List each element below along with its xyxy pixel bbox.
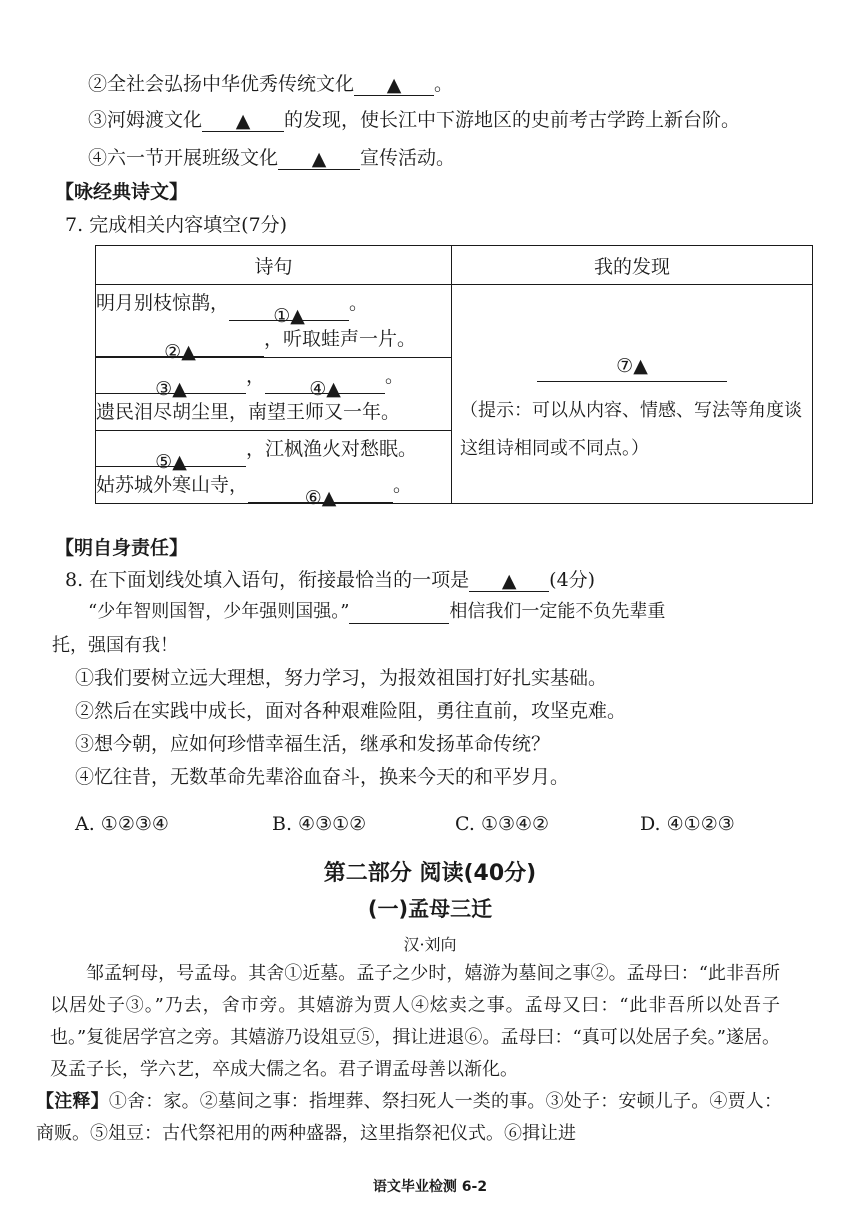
poem-group-3 (96, 431, 452, 509)
q8-stem-cont: 相信我们一定能不负先辈重 (449, 601, 666, 622)
blank-2[interactable]: ②▲ (96, 334, 264, 357)
col-header-discovery: 我的发现 (452, 246, 813, 285)
passage-author: 汉·刘向 (403, 935, 457, 954)
q8-sentence-2: ②然后在实践中成长，面对各种艰难险阻，勇往直前，攻坚克难。 (75, 700, 627, 722)
q8-title-text: 8. 在下面划线处填入语句，衔接最恰当的一项是 (65, 569, 470, 591)
poem-line: 遗民泪尽胡尘里，南望王师又一年。 (96, 401, 401, 423)
item-2-end: 。 (434, 73, 454, 95)
poem-punct: ， (246, 365, 266, 387)
section-poetry-heading: 【咏经典诗文】 (55, 181, 189, 203)
blank-6[interactable]: ⑥▲ (248, 480, 393, 503)
q8-sentence-4: ④忆往昔，无数革命先辈浴血奋斗，换来今天的和平岁月。 (75, 766, 570, 788)
poem-punct: 。 (349, 292, 369, 314)
page-footer: 语文毕业检测 6-2 (372, 1179, 488, 1195)
option-d[interactable]: D. ④①②③ (640, 813, 735, 835)
discovery-hint: （提示：可以从内容、情感、写法等角度谈这组诗相同或不同点。） (460, 400, 802, 459)
item-4-end: 宣传活动。 (360, 147, 456, 169)
notes-label: 【注释】 (36, 1091, 109, 1112)
item-2-text: ②全社会弘扬中华优秀传统文化 (88, 73, 355, 95)
poem-line: ，听取蛙声一片。 (264, 328, 417, 350)
poem-line: 明月别枝惊鹊， (96, 292, 230, 314)
poem-group-1 (96, 285, 452, 363)
q8-title (65, 568, 595, 592)
poem-table (95, 245, 813, 509)
col-header-poems: 诗句 (96, 246, 452, 285)
section-duty-heading: 【明自身责任】 (55, 537, 189, 559)
item-4-text: ④六一节开展班级文化 (88, 147, 279, 169)
passage-text: 邹孟轲母，号孟母。其舍①近墓。孟子之少时，嬉游为墓间之事②。孟母曰：“此非吾所以居处子③。”乃去，舍市旁。其嬉游为贾人④炫卖之事。孟母又曰：“此非吾所以处吾子也。”复徙居学宫之旁。其嬉游乃设俎豆⑤，揖让进退⑥。孟母曰：“真可以处居子矣。”遂居。及孟子长，学六艺，卒成大儒之名。君子谓孟母善以渐化。 (50, 963, 780, 1080)
poem-line: 姑苏城外寒山寺， (96, 474, 249, 496)
poem-line: ，江枫渔火对愁眠。 (246, 438, 418, 460)
blank-1[interactable]: ①▲ (229, 298, 349, 321)
discovery-cell (452, 285, 813, 504)
item-3-end: 的发现，使长江中下游地区的史前考古学跨上新台阶。 (284, 109, 741, 131)
q8-sentence-1: ①我们要树立远大理想，努力学习，为报效祖国打好扎实基础。 (75, 667, 608, 689)
item-4-blank[interactable]: ▲ (278, 147, 360, 170)
item-2 (88, 72, 453, 96)
part2-heading: 第二部分 阅读(40分) (323, 861, 537, 886)
item-3-blank[interactable]: ▲ (202, 109, 284, 132)
item-2-blank[interactable]: ▲ (354, 73, 434, 96)
option-c[interactable]: C. ①③④② (455, 813, 550, 835)
q8-score: (4分) (549, 569, 596, 591)
poem-punct: 。 (393, 474, 413, 496)
poem-group-2 (96, 358, 452, 431)
item-4 (88, 146, 455, 170)
q8-stem-quote: “少年智则国智，少年强则国强。” (88, 601, 350, 622)
passage-title: (一)孟母三迁 (367, 897, 493, 921)
q8-answer-blank[interactable]: ▲ (469, 569, 549, 592)
q8-stem-end: 托，强国有我！ (52, 635, 178, 656)
q8-stem-blank[interactable] (349, 601, 449, 624)
option-a[interactable]: A. ①②③④ (75, 813, 169, 835)
passage-notes (36, 1086, 782, 1150)
item-3-text: ③河姆渡文化 (88, 109, 203, 131)
option-b[interactable]: B. ④③①② (272, 813, 367, 835)
q8-stem (88, 600, 665, 624)
q7-title: 7. 完成相关内容填空(7分) (65, 214, 288, 236)
notes-text: ①舍：家。②墓间之事：指埋葬、祭扫死人一类的事。③处子：安顿儿子。④贾人：商贩。⑤俎豆：古代祭祀用的两种盛器，这里指祭祀仪式。⑥揖让进 (36, 1091, 783, 1144)
blank-5[interactable]: ⑤▲ (96, 444, 246, 467)
blank-7[interactable]: ⑦▲ (537, 355, 727, 382)
blank-3[interactable]: ③▲ (96, 371, 246, 394)
blank-4[interactable]: ④▲ (265, 371, 385, 394)
q8-sentence-3: ③想今朝，应如何珍惜幸福生活，继承和发扬革命传统？ (75, 733, 551, 755)
item-3 (88, 108, 740, 132)
poem-punct: 。 (385, 365, 405, 387)
